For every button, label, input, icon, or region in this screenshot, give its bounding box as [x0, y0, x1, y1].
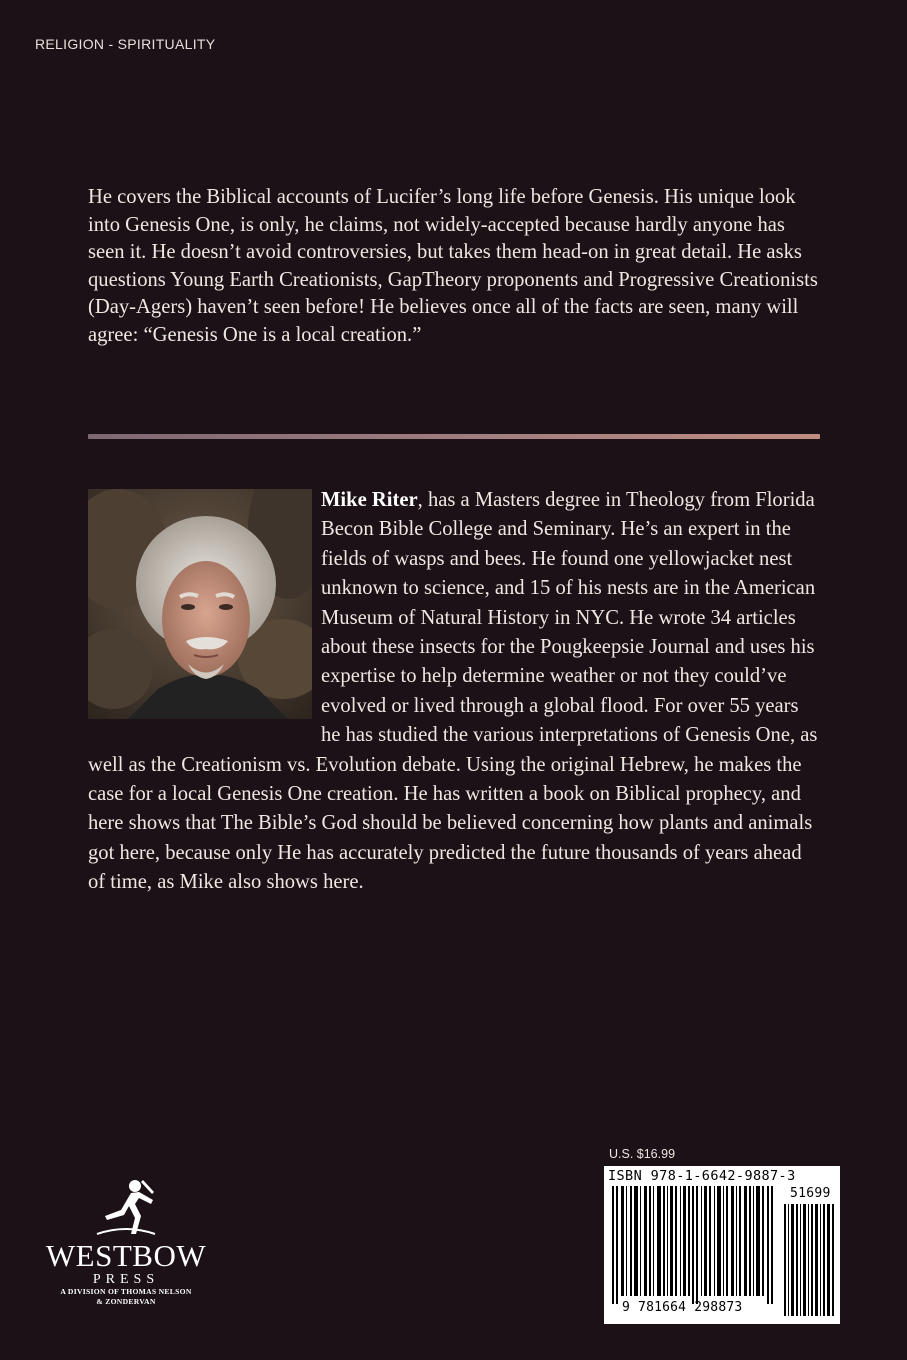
barcode	[604, 1166, 840, 1324]
publisher-logo	[36, 1176, 216, 1326]
barcode-addon: 51699	[790, 1186, 831, 1201]
price-label: U.S. $16.99	[609, 1147, 676, 1161]
publisher-press: PRESS	[92, 1272, 160, 1287]
publisher-name: WESTBOW	[45, 1238, 207, 1273]
runner-icon	[91, 1176, 161, 1238]
author-bio-text: , has a Masters degree in Theology from Florida Becon Bible College and Seminary. He’s an expert in the fields of wasps and bees. He found one yellowjacket nest unknown to science, and 15 of his nests are in the American Museum of Natural History in NYC. He wrote 34 articles about these insects for the Pougkeepsie Journal and uses his expertise to help determine weather or not they could’ve evolved or lived through a global flood. For over 55 years he has studied the various interpretations of Genesis One, as well as the Creationism vs. Evolution debate. Using the original Hebrew, he makes the case for a local Genesis One creation. He has written a book on Biblical prophecy, and here shows that The Bible’s God should be believed concerning how plants and animals got here, because only He has accurately predicted the future thousands of years ahead of time, as Mike also shows here.	[88, 489, 818, 894]
author-bio	[88, 486, 823, 898]
section-divider	[88, 434, 820, 439]
author-name: Mike Riter	[321, 489, 418, 511]
publisher-division-line2: & ZONDERVAN	[96, 1297, 156, 1306]
back-cover-blurb: He covers the Biblical accounts of Lucifer’s long life before Genesis. His unique look into Genesis One, is only, he claims, not widely-accepted because hardly anyone has seen it. He doesn’t avoid controversies, but takes them head-on in great detail. He asks questions Young Earth Creationists, GapTheory proponents and Progressive Creationists (Day-Agers) haven’t seen before! He believes once all of the facts are seen, many will agree: “Genesis One is a local creation.”	[88, 186, 818, 346]
ean-number: 9 781664 298873	[622, 1300, 743, 1315]
publisher-division-line1: A DIVISION OF THOMAS NELSON	[60, 1287, 192, 1296]
isbn-text: ISBN 978-1-6642-9887-3	[608, 1168, 796, 1184]
category-label: RELIGION - SPIRITUALITY	[35, 36, 216, 52]
